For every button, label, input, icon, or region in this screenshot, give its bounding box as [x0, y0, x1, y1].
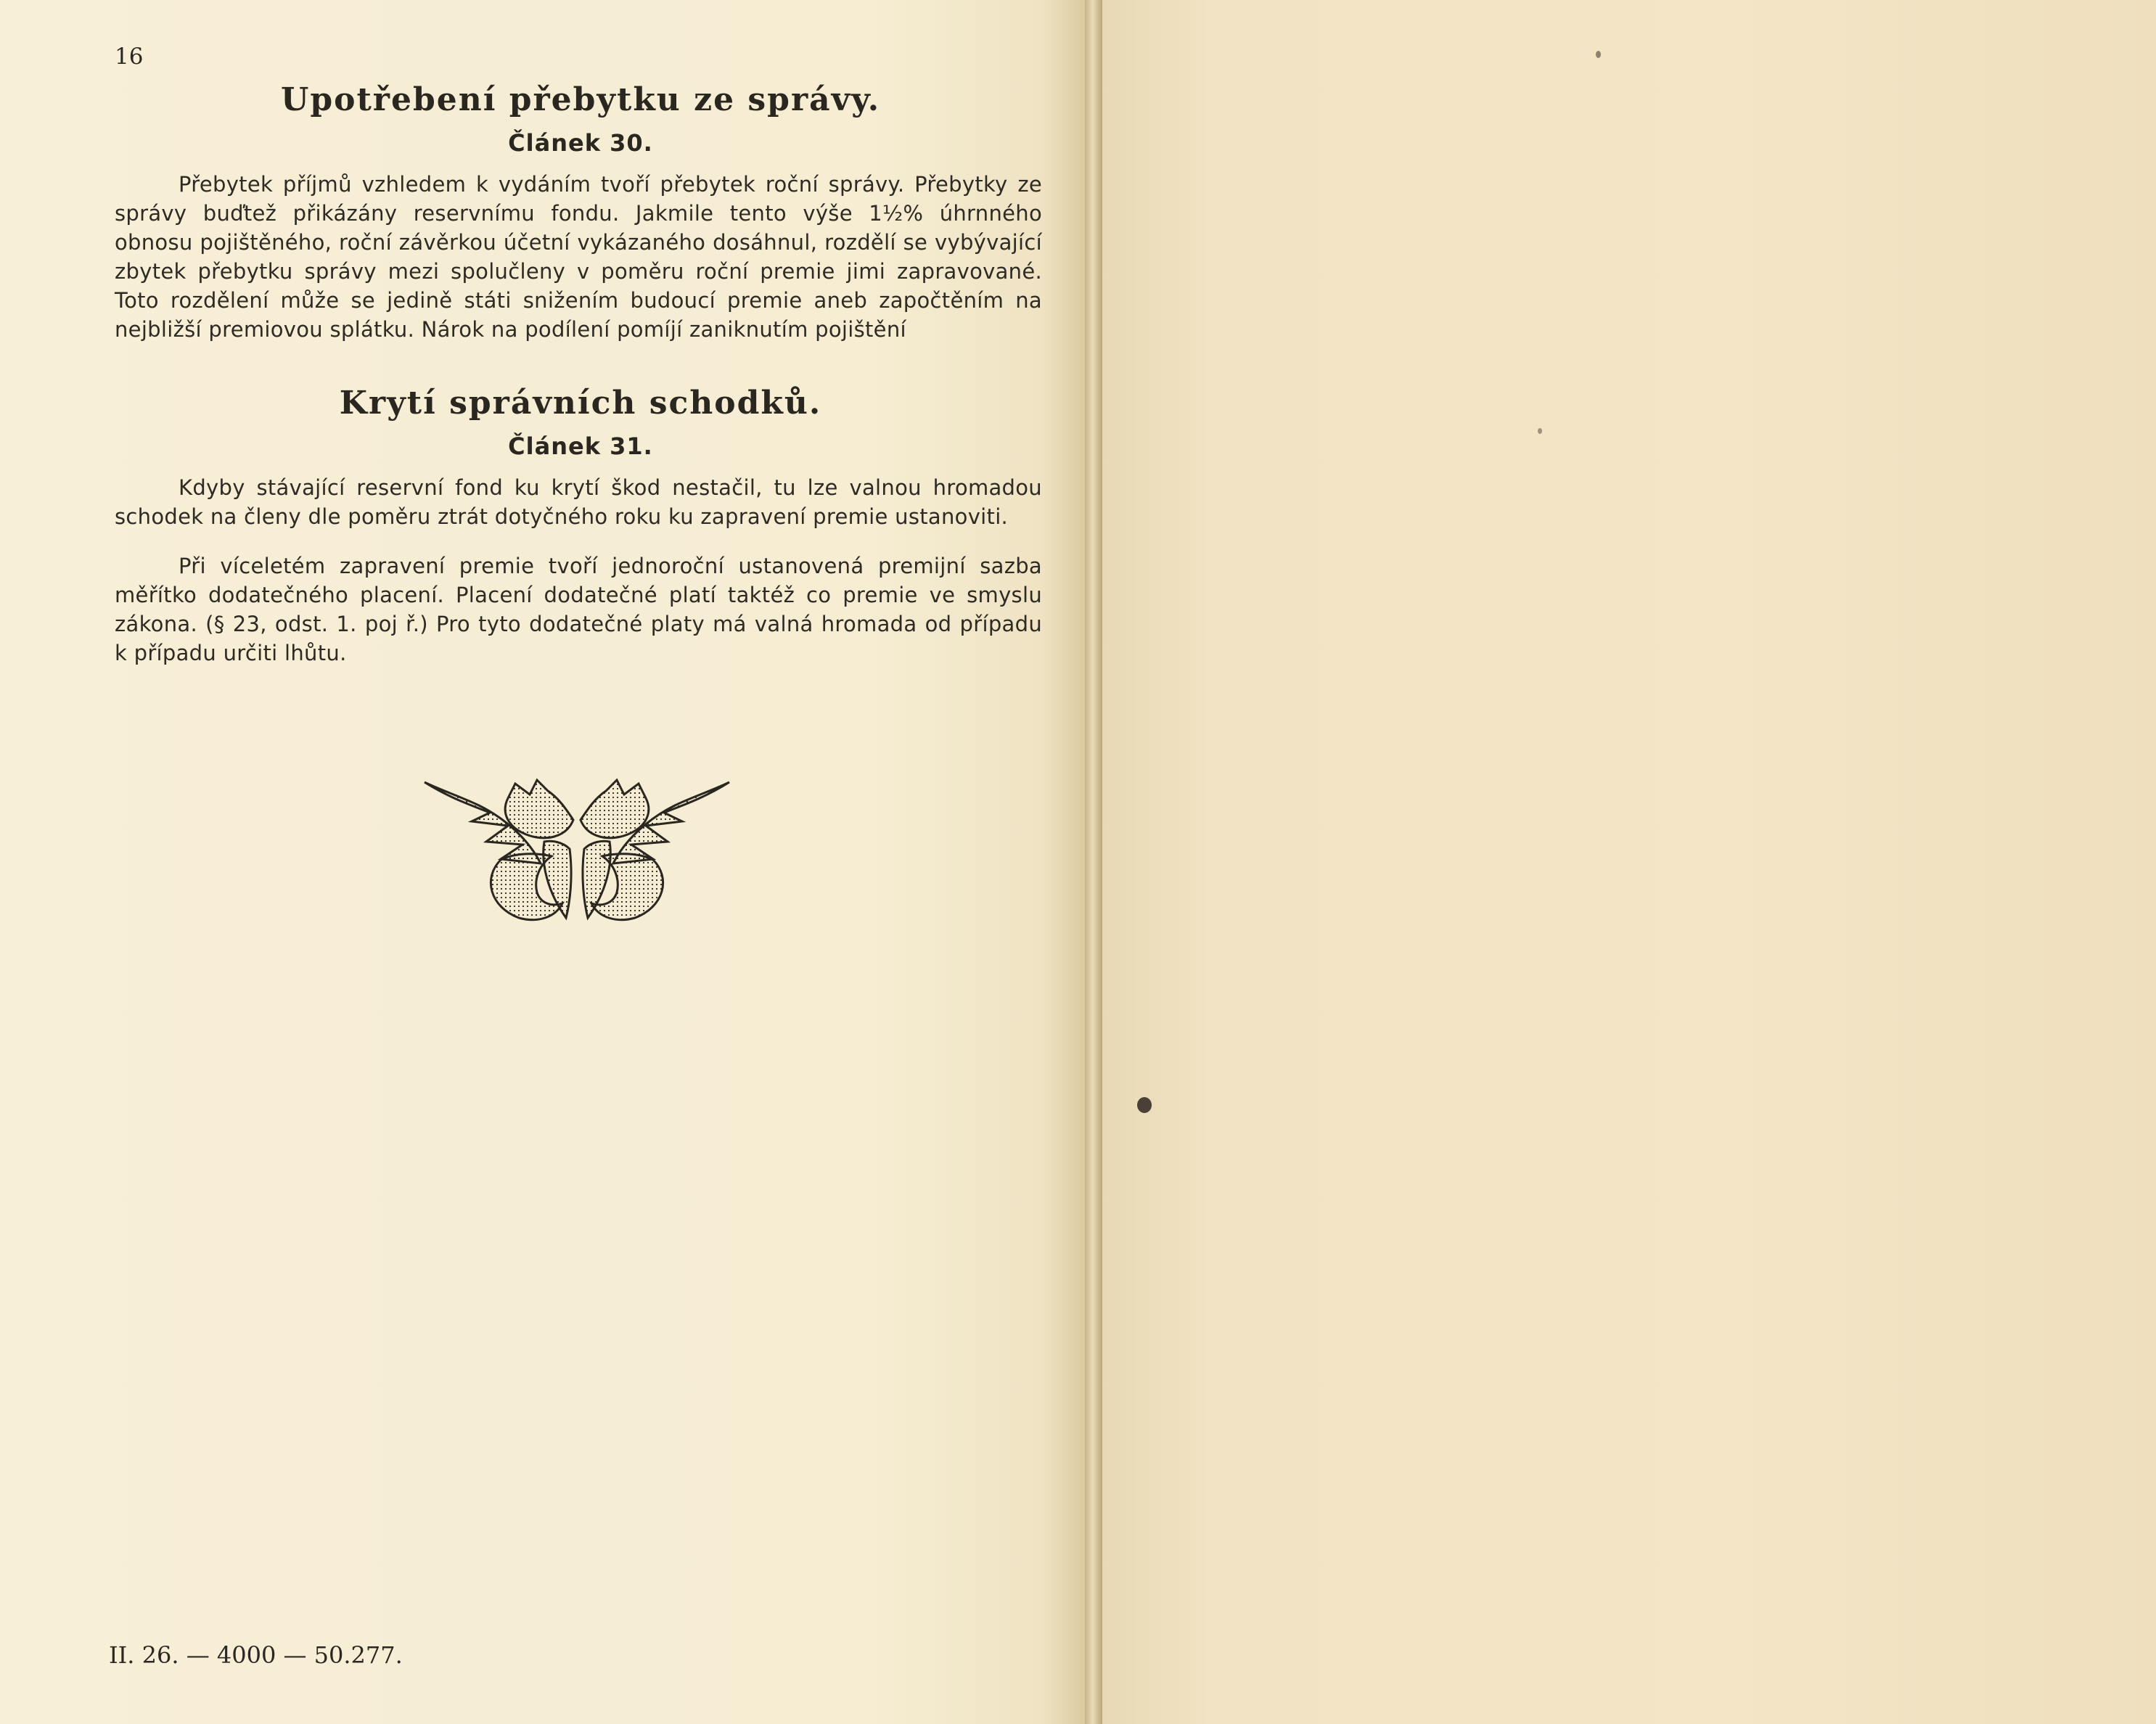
right-page-blank	[1102, 0, 2156, 1724]
article-31-paragraph-2: Při víceletém zapravení premie tvoří jednoroční ustanovená premijní sazba měřítko dodatečného placení. Placení dodatečné platí taktéž co premie ve smyslu zákona. (§ 23, odst. 1. poj ř.) Pro tyto dodatečné platy má valná hromada od případu k případu určiti lhůtu.	[115, 554, 1042, 665]
article-30-title: Článek 30.	[508, 129, 653, 157]
article-31-title: Článek 31.	[508, 432, 653, 460]
print-footer: II. 26. — 4000 — 50.277.	[109, 1641, 403, 1669]
floral-ornament	[421, 769, 733, 929]
book-gutter	[1085, 0, 1102, 1724]
section-heading-surplus: Upotřebení přebytku ze správy.	[280, 81, 881, 118]
article-31-paragraph-1: Kdyby stávající reservní fond ku krytí škod nestačil, tu lze valnou hromadou schodek na členy dle poměru ztrát dotyčného roku ku zapravení premie ustanoviti.	[115, 475, 1042, 529]
ink-speck	[1538, 428, 1542, 434]
ink-speck	[1137, 1097, 1152, 1113]
article-30-paragraph: Přebytek příjmů vzhledem k vydáním tvoří přebytek roční správy. Přebytky ze správy buďtež přikázány reservnímu fondu. Jakmile tento výše 1½% úhrnného obnosu pojištěného, roční závěrkou účetní vykázaného dosáhnul, rozdělí se vybývající zbytek přebytku správy mezi spolučleny v poměru roční premie jimi zapravované. Toto rozdělení může se jedině státi snižením budoucí premie aneb započtěním na nejbližší premiovou splátku. Nárok na podílení pomíjí zaniknutím pojištění	[115, 172, 1042, 342]
section-heading-deficit: Krytí správních schodků.	[339, 385, 822, 422]
ink-speck	[1596, 51, 1601, 58]
page-number: 16	[115, 44, 144, 70]
